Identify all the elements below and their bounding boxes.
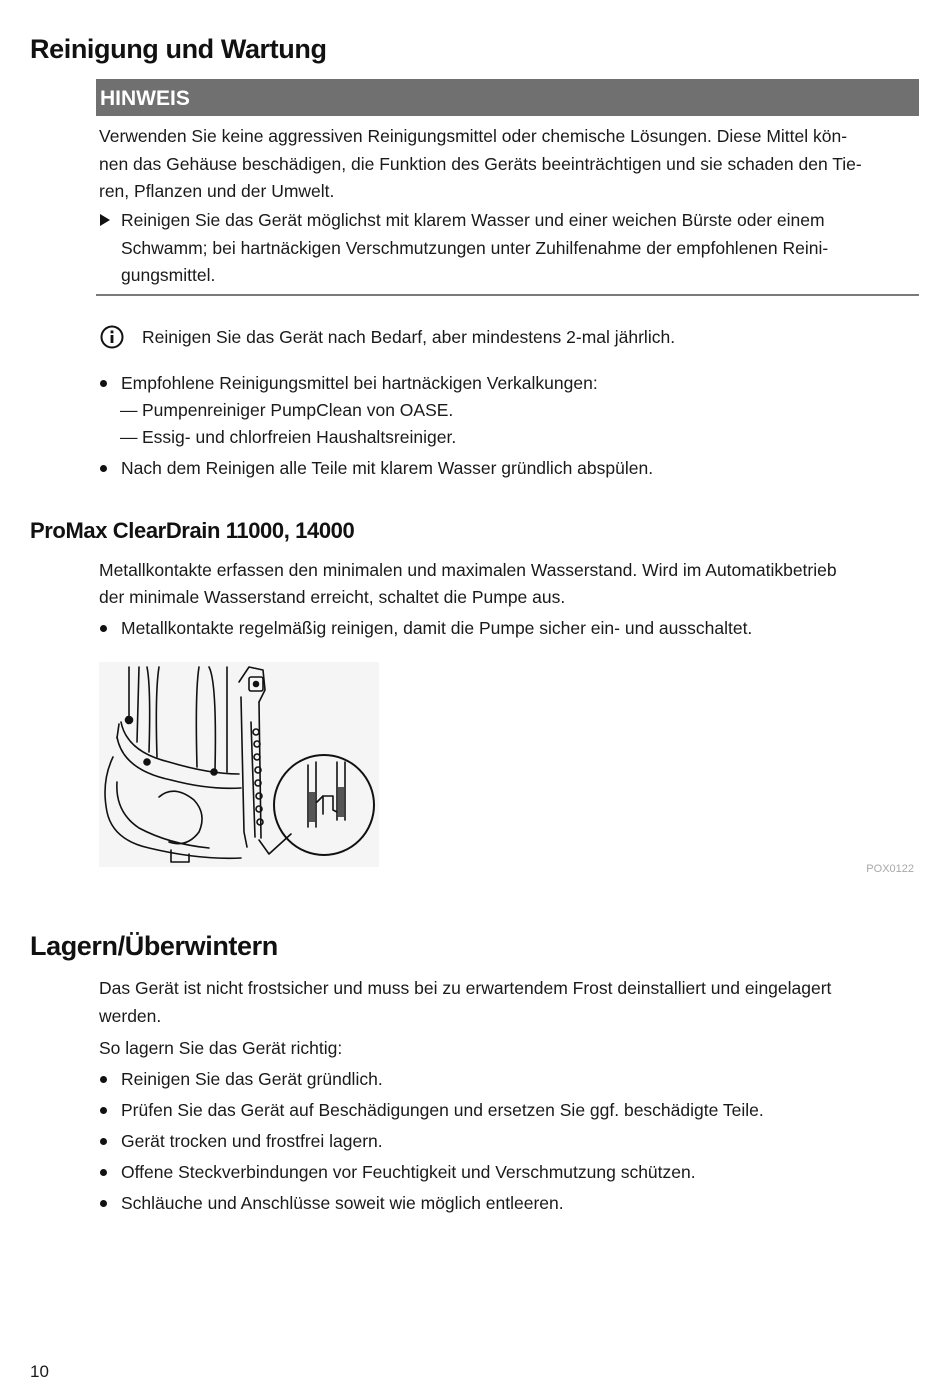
list-item — [99, 1159, 914, 1187]
list-item — [99, 1128, 914, 1156]
dash-icon: — — [120, 427, 138, 447]
notice-divider — [96, 294, 919, 296]
bullet-icon — [100, 380, 107, 387]
pump-contacts-illustration — [99, 662, 379, 867]
list-item — [99, 1066, 914, 1094]
section-heading-cleaning: Reinigung und Wartung — [30, 34, 327, 64]
list-item — [99, 1190, 914, 1218]
info-icon — [100, 325, 124, 358]
list-item-text: Schläuche und Anschlüsse soweit wie möglich entleeren. — [121, 1193, 564, 1213]
sub-list-item-text: Essig- und chlorfreien Haushaltsreiniger. — [142, 427, 457, 447]
bullet-icon — [100, 1076, 107, 1083]
bullet-icon — [100, 1138, 107, 1145]
notice-action-line: Schwamm; bei hartnäckigen Verschmutzungen unter Zuhilfenahme der empfohlenen Reini- — [121, 237, 829, 258]
sub-list-item-text: Pumpenreiniger PumpClean von OASE. — [142, 400, 454, 420]
storage-paragraph-line: werden. — [99, 1006, 162, 1026]
subsection-heading-promax: ProMax ClearDrain 11000, 14000 — [30, 518, 355, 543]
figure-code: POX0122 — [866, 863, 914, 875]
list-item — [99, 615, 914, 643]
list-item — [99, 455, 914, 483]
list-item-text: Gerät trocken und frostfrei lagern. — [121, 1131, 383, 1151]
list-item-text: Offene Steckverbindungen vor Feuchtigkeit und Verschmutzung schützen. — [121, 1162, 696, 1182]
list-item-text: Reinigen Sie das Gerät gründlich. — [121, 1069, 383, 1089]
list-item — [99, 370, 914, 398]
notice-text-line: Verwenden Sie keine aggressiven Reinigungsmittel oder chemische Lösungen. Diese Mittel kön- — [99, 126, 848, 146]
promax-paragraph-line: der minimale Wasserstand erreicht, schaltet die Pumpe aus. — [99, 587, 566, 607]
storage-paragraph-line: Das Gerät ist nicht frostsicher und muss bei zu erwartendem Frost deinstalliert und eingelagert — [99, 978, 832, 998]
notice-label: HINWEIS — [96, 79, 919, 116]
info-text: Reinigen Sie das Gerät nach Bedarf, aber mindestens 2-mal jährlich. — [142, 327, 676, 347]
info-note — [100, 322, 900, 352]
arrow-right-icon — [99, 207, 117, 235]
sub-list-item — [120, 424, 910, 452]
dash-icon: — — [120, 400, 138, 420]
notice-text-line: nen das Gehäuse beschädigen, die Funktion des Geräts beeinträchtigen und sie schaden den Tie- — [99, 153, 862, 174]
bullet-icon — [100, 1169, 107, 1176]
sub-list-item — [120, 397, 910, 425]
list-item-text: Prüfen Sie das Gerät auf Beschädigungen und ersetzen Sie ggf. beschädigte Teile. — [121, 1100, 764, 1120]
notice-action-line: Reinigen Sie das Gerät möglichst mit klarem Wasser und einer weichen Bürste oder einem — [121, 210, 825, 230]
notice-action-item — [99, 207, 914, 290]
list-item-text: Empfohlene Reinigungsmittel bei hartnäckigen Verkalkungen: — [121, 373, 598, 393]
list-item-text: Metallkontakte regelmäßig reinigen, damit die Pumpe sicher ein- und ausschaltet. — [121, 618, 753, 638]
notice-text-line: ren, Pflanzen und der Umwelt. — [99, 181, 335, 201]
section-heading-storage: Lagern/Überwintern — [30, 931, 278, 961]
bullet-icon — [100, 1200, 107, 1207]
page-number: 10 — [30, 1362, 49, 1381]
bullet-icon — [100, 1107, 107, 1114]
list-item — [99, 1097, 914, 1125]
promax-paragraph-line: Metallkontakte erfassen den minimalen und maximalen Wasserstand. Wird im Automatikbetrieb — [99, 560, 837, 580]
bullet-icon — [100, 625, 107, 632]
notice-action-line: gungsmittel. — [121, 265, 216, 285]
storage-intro: So lagern Sie das Gerät richtig: — [99, 1038, 343, 1058]
list-item-text: Nach dem Reinigen alle Teile mit klarem Wasser gründlich abspülen. — [121, 458, 654, 478]
bullet-icon — [100, 465, 107, 472]
